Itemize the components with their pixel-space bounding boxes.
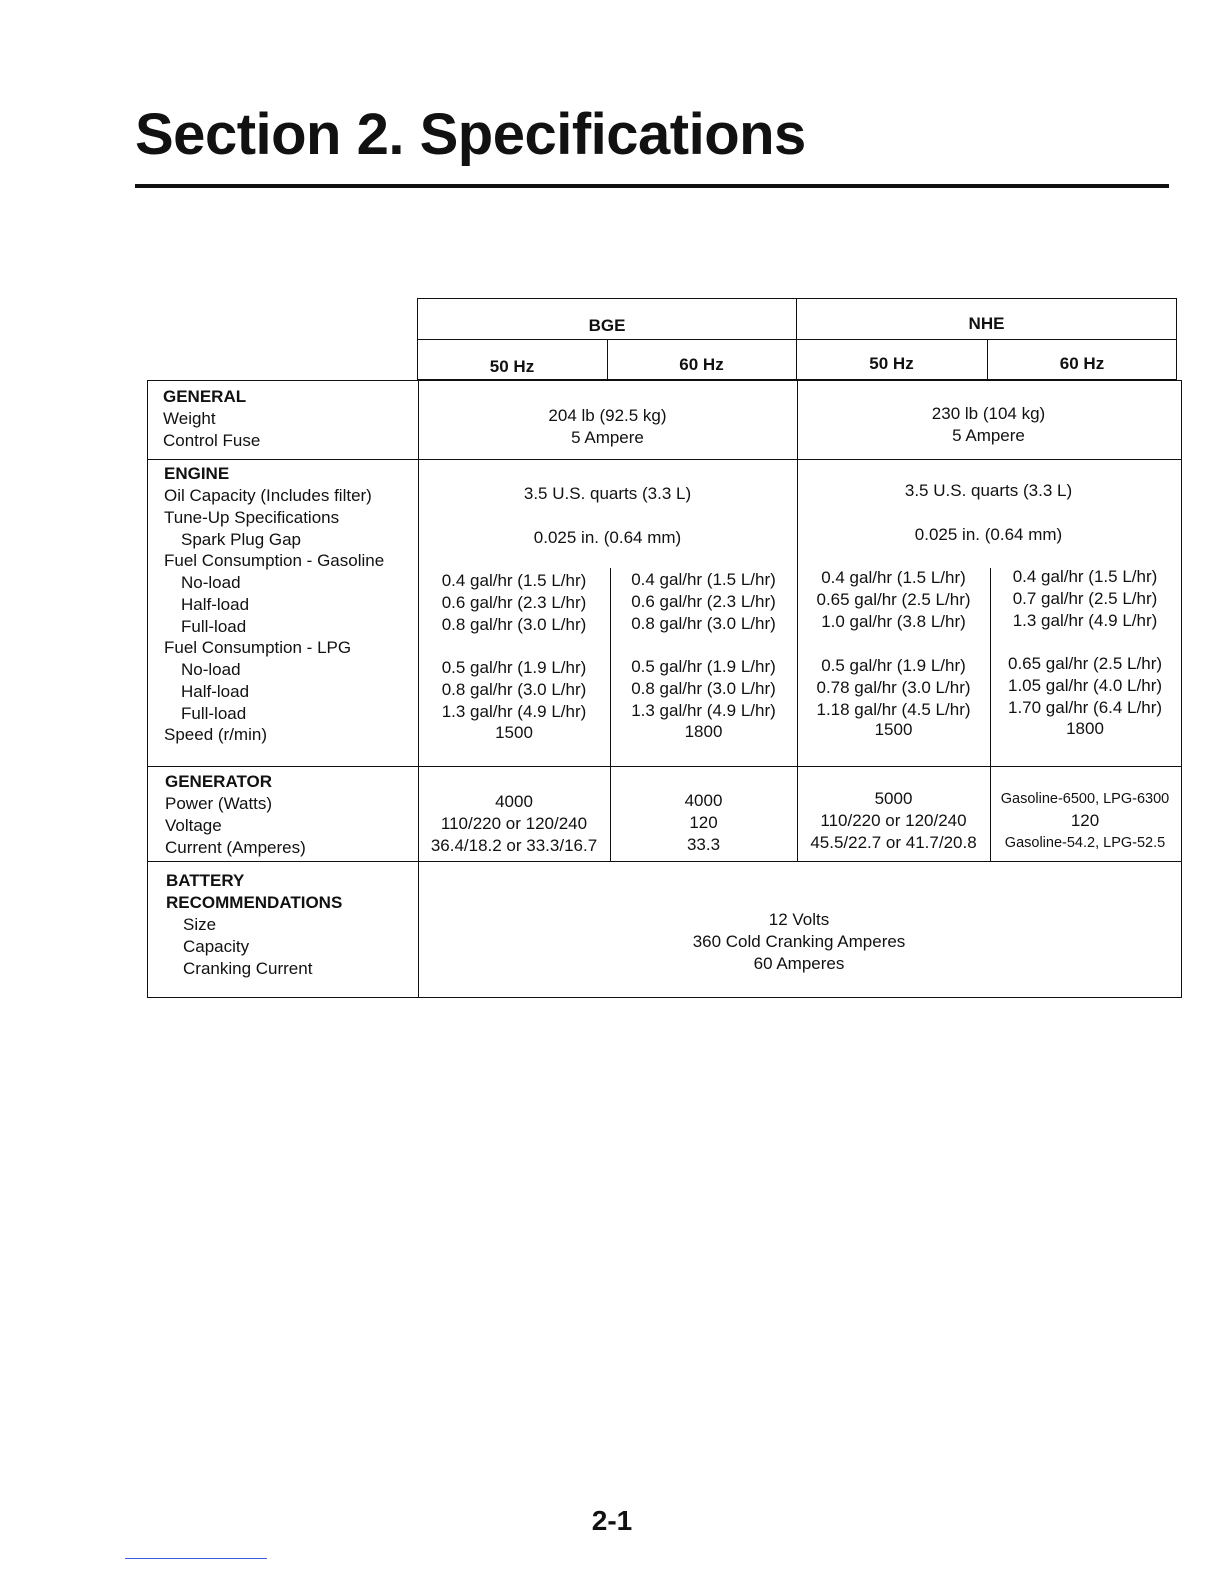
freq-nhe-50: 50 Hz — [869, 354, 914, 373]
bge50-voltage: 110/220 or 120/240 — [440, 814, 588, 833]
page-number: 2-1 — [591, 1505, 633, 1536]
nhe-weight: 230 lb (104 kg) — [931, 404, 1046, 423]
nhe-spark-plug-gap: 0.025 in. (0.64 mm) — [914, 525, 1063, 544]
nhe60-lpg-no-load: 0.65 gal/hr (2.5 L/hr) — [1007, 654, 1163, 673]
label-voltage: Voltage — [165, 816, 222, 835]
footer-line — [125, 1558, 267, 1559]
bge60-gas-no-load: 0.4 gal/hr (1.5 L/hr) — [631, 570, 776, 589]
freq-bge-50: 50 Hz — [489, 357, 535, 376]
nhe50-lpg-half-load: 0.78 gal/hr (3.0 L/hr) — [816, 678, 971, 697]
nhe60-gas-half-load: 0.7 gal/hr (2.5 L/hr) — [1012, 589, 1158, 608]
bge50-lpg-full-load: 1.3 gal/hr (4.9 L/hr) — [441, 702, 587, 721]
engine-heading: ENGINE — [164, 464, 230, 483]
bge-control-fuse: 5 Ampere — [571, 428, 644, 447]
label-current: Current (Amperes) — [165, 838, 306, 857]
label-size: Size — [183, 915, 217, 934]
label-tune-up: Tune-Up Specifications — [164, 508, 340, 527]
label-oil-capacity: Oil Capacity (Includes filter) — [164, 486, 372, 505]
bge60-voltage: 120 — [689, 813, 718, 832]
label-lpg-full-load: Full-load — [181, 704, 247, 723]
nhe60-lpg-full-load: 1.70 gal/hr (6.4 L/hr) — [1007, 698, 1163, 717]
bge50-lpg-no-load: 0.5 gal/hr (1.9 L/hr) — [441, 658, 587, 677]
bge50-gas-full-load: 0.8 gal/hr (3.0 L/hr) — [441, 615, 587, 634]
label-fuel-gasoline: Fuel Consumption - Gasoline — [164, 551, 385, 570]
bge60-gas-half-load: 0.6 gal/hr (2.3 L/hr) — [631, 592, 776, 611]
recommendations-heading: RECOMMENDATIONS — [166, 893, 343, 912]
model-bge: BGE — [588, 316, 626, 335]
title-rule — [135, 184, 1169, 188]
nhe60-gas-no-load: 0.4 gal/hr (1.5 L/hr) — [1012, 567, 1158, 586]
bge50-gas-half-load: 0.6 gal/hr (2.3 L/hr) — [441, 593, 587, 612]
nhe50-lpg-full-load: 1.18 gal/hr (4.5 L/hr) — [816, 700, 971, 719]
battery-cranking-current: 60 Amperes — [753, 954, 845, 973]
battery-heading: BATTERY — [166, 871, 245, 890]
bge60-power: 4000 — [684, 791, 723, 810]
bge50-lpg-half-load: 0.8 gal/hr (3.0 L/hr) — [441, 680, 587, 699]
nhe-oil-capacity: 3.5 U.S. quarts (3.3 L) — [904, 481, 1073, 500]
nhe60-gas-full-load: 1.3 gal/hr (4.9 L/hr) — [1012, 611, 1158, 630]
bge-oil-capacity: 3.5 U.S. quarts (3.3 L) — [523, 484, 692, 503]
bge60-current: 33.3 — [686, 835, 721, 854]
general-heading: GENERAL — [163, 387, 247, 406]
nhe50-gas-no-load: 0.4 gal/hr (1.5 L/hr) — [821, 568, 966, 587]
bge50-current: 36.4/18.2 or 33.3/16.7 — [430, 836, 598, 855]
bge60-lpg-no-load: 0.5 gal/hr (1.9 L/hr) — [631, 657, 776, 676]
bge50-power: 4000 — [495, 792, 533, 811]
label-weight: Weight — [163, 409, 216, 428]
nhe50-power: 5000 — [874, 789, 913, 808]
label-spark-plug-gap: Spark Plug Gap — [181, 530, 302, 549]
nhe60-current: Gasoline-54.2, LPG-52.5 — [1004, 835, 1166, 851]
label-power: Power (Watts) — [165, 794, 273, 813]
nhe50-voltage: 110/220 or 120/240 — [820, 811, 967, 830]
nhe50-current: 45.5/22.7 or 41.7/20.8 — [810, 833, 977, 852]
bge60-gas-full-load: 0.8 gal/hr (3.0 L/hr) — [631, 614, 776, 633]
battery-size: 12 Volts — [768, 910, 830, 929]
label-fuel-lpg: Fuel Consumption - LPG — [164, 638, 352, 657]
nhe60-speed: 1800 — [1066, 719, 1104, 738]
label-lpg-half-load: Half-load — [181, 682, 250, 701]
freq-nhe-60: 60 Hz — [1059, 354, 1105, 373]
model-nhe: NHE — [968, 314, 1005, 333]
battery-capacity: 360 Cold Cranking Amperes — [692, 932, 906, 951]
nhe60-lpg-half-load: 1.05 gal/hr (4.0 L/hr) — [1007, 676, 1163, 695]
bge60-speed: 1800 — [684, 722, 723, 741]
label-speed: Speed (r/min) — [164, 725, 267, 744]
label-gas-half-load: Half-load — [181, 595, 250, 614]
bge-weight: 204 lb (92.5 kg) — [548, 406, 667, 425]
label-gas-full-load: Full-load — [181, 617, 247, 636]
nhe-control-fuse: 5 Ampere — [952, 426, 1025, 445]
nhe60-power: Gasoline-6500, LPG-6300 — [1000, 791, 1170, 807]
nhe50-gas-full-load: 1.0 gal/hr (3.8 L/hr) — [821, 612, 966, 631]
label-lpg-no-load: No-load — [181, 660, 241, 679]
bge60-lpg-full-load: 1.3 gal/hr (4.9 L/hr) — [631, 701, 776, 720]
nhe50-speed: 1500 — [874, 720, 913, 739]
nhe60-voltage: 120 — [1070, 811, 1100, 830]
bge50-gas-no-load: 0.4 gal/hr (1.5 L/hr) — [441, 571, 587, 590]
freq-bge-60: 60 Hz — [679, 355, 724, 374]
generator-heading: GENERATOR — [165, 772, 273, 791]
nhe50-gas-half-load: 0.65 gal/hr (2.5 L/hr) — [816, 590, 971, 609]
bge50-speed: 1500 — [495, 723, 533, 742]
bge-spark-plug-gap: 0.025 in. (0.64 mm) — [533, 528, 682, 547]
bge60-lpg-half-load: 0.8 gal/hr (3.0 L/hr) — [631, 679, 776, 698]
label-gas-no-load: No-load — [181, 573, 241, 592]
nhe50-lpg-no-load: 0.5 gal/hr (1.9 L/hr) — [821, 656, 966, 675]
label-control-fuse: Control Fuse — [163, 431, 261, 450]
label-capacity: Capacity — [183, 937, 250, 956]
label-cranking-current: Cranking Current — [183, 959, 313, 978]
page-title: Section 2. Specifications — [135, 102, 806, 167]
